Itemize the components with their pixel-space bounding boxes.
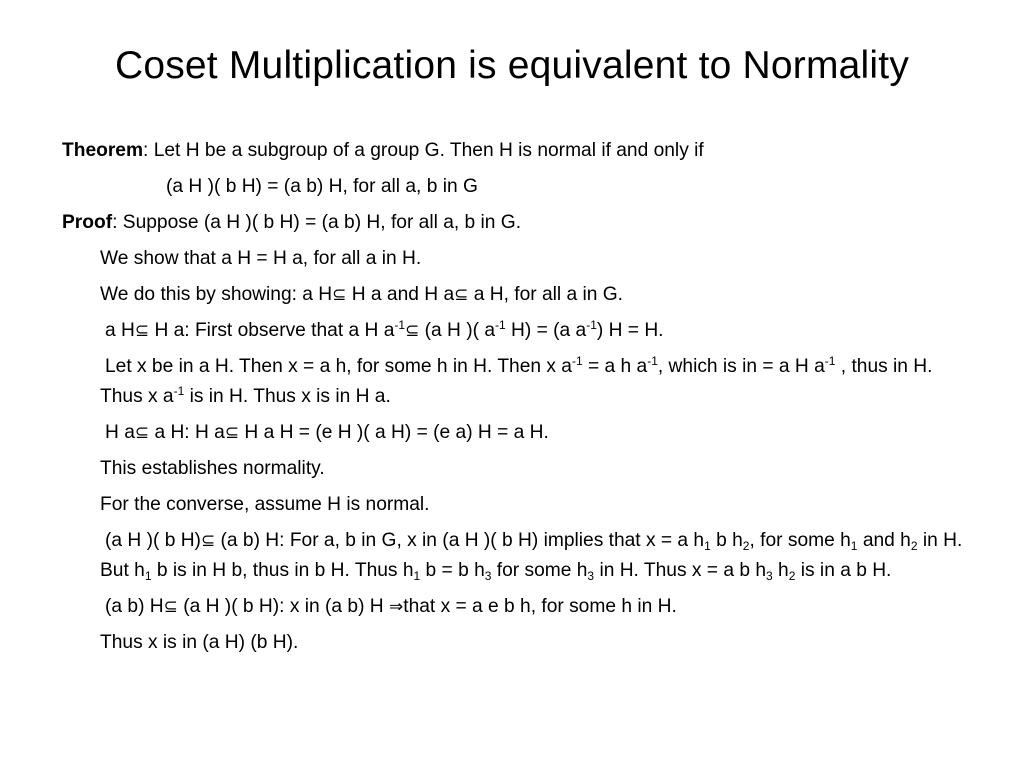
line-converse-step2: [62, 592, 972, 622]
text-fragment: H a H = (e H )( a H) = (e a) H = a H.: [239, 422, 549, 443]
text-fragment: a H: [105, 320, 135, 341]
text-fragment: b is in H b, thus in b H. Thus h: [151, 560, 414, 581]
text-fragment: (a H )( b H): x in (a b) H: [177, 596, 389, 617]
theorem-formula: (a H )( b H) = (a b) H, for all a, b in G: [166, 176, 478, 197]
subscript: 3: [587, 569, 595, 583]
line-thus: Thus x is in (a H) (b H).: [100, 632, 299, 653]
subscript: 2: [910, 539, 918, 553]
text-fragment: = a h a: [582, 356, 648, 377]
text-fragment: b h: [710, 530, 743, 551]
text-fragment: , thus in H. Thus x a: [100, 356, 933, 407]
text-fragment: , for some h: [749, 530, 851, 551]
line-show: We show that a H = H a, for all a in H.: [100, 248, 422, 269]
text-fragment: in H. Thus x = a b h: [594, 560, 767, 581]
text-fragment: a H, for all a in G.: [468, 284, 624, 305]
text-fragment: ) H = H.: [596, 320, 664, 341]
text-fragment: b = b h: [420, 560, 485, 581]
proof-statement: [62, 208, 972, 238]
text-fragment: a H: H a: [149, 422, 225, 443]
text-fragment: We do this by showing: a H: [100, 284, 333, 305]
subscript: 1: [850, 539, 858, 553]
superscript: -1: [394, 318, 406, 332]
subset-symbol: ⊆: [200, 531, 216, 551]
subscript: 1: [704, 539, 711, 553]
text-fragment: (a b) H: For a, b in G, x in (a H )( b H) implies that x = a h: [215, 530, 705, 551]
subset-symbol: ⊆: [163, 597, 178, 617]
superscript: -1: [824, 354, 836, 368]
subset-symbol: ⊆: [454, 285, 469, 305]
superscript: -1: [495, 318, 506, 332]
text-fragment: is in H. Thus x is in H a.: [184, 386, 391, 407]
text-fragment: in H. But h: [100, 530, 963, 581]
proof-text: : Suppose (a H )( b H) = (a b) H, for all a, b in G.: [112, 212, 522, 233]
text-fragment: , which is in = a H a: [657, 356, 825, 377]
slide-title: Coset Multiplication is equivalent to Normality: [114, 44, 910, 87]
line-let: [62, 352, 972, 412]
slide-body: [62, 136, 972, 664]
subscript: 3: [766, 569, 773, 583]
text-fragment: H a: [105, 422, 135, 443]
line-by-showing: [62, 280, 972, 310]
text-fragment: h: [772, 560, 789, 581]
subscript: 3: [484, 569, 492, 583]
theorem-text: : Let H be a subgroup of a group G. Then H is normal if and only if: [143, 140, 704, 161]
text-fragment: and h: [857, 530, 911, 551]
line-step2: [62, 418, 972, 448]
subscript: 1: [144, 569, 152, 583]
proof-label: Proof: [62, 212, 113, 233]
superscript: -1: [571, 354, 583, 368]
text-fragment: (a H )( b H): [105, 530, 201, 551]
subscript: 2: [742, 539, 750, 553]
superscript: -1: [647, 354, 658, 368]
subscript: 2: [788, 569, 796, 583]
text-fragment: H a and H a: [346, 284, 455, 305]
superscript: -1: [173, 384, 185, 398]
text-fragment: (a b) H: [105, 596, 164, 617]
subset-symbol: ⊆: [405, 321, 420, 341]
theorem-statement: [62, 136, 972, 166]
text-fragment: Let x be in a H. Then x = a h, for some h in H. Then x a: [105, 356, 572, 377]
subscript: 1: [413, 569, 421, 583]
implies-symbol: ⇒: [388, 597, 404, 617]
theorem-label: Theorem: [62, 140, 144, 161]
subset-symbol: ⊆: [224, 423, 240, 443]
line-converse-step1: [62, 526, 972, 586]
text-fragment: H a: First observe that a H a: [149, 320, 395, 341]
superscript: -1: [586, 318, 597, 332]
text-fragment: is in a b H.: [795, 560, 892, 581]
text-fragment: that x = a e b h, for some h in H.: [403, 596, 677, 617]
subset-symbol: ⊆: [332, 285, 347, 305]
line-converse: For the converse, assume H is normal.: [100, 494, 430, 515]
line-step1: [62, 316, 972, 346]
text-fragment: for some h: [491, 560, 588, 581]
text-fragment: (a H )( a: [419, 320, 496, 341]
subset-symbol: ⊆: [134, 321, 150, 341]
subset-symbol: ⊆: [134, 423, 150, 443]
text-fragment: H) = (a a: [505, 320, 587, 341]
line-establishes: This establishes normality.: [100, 458, 325, 479]
